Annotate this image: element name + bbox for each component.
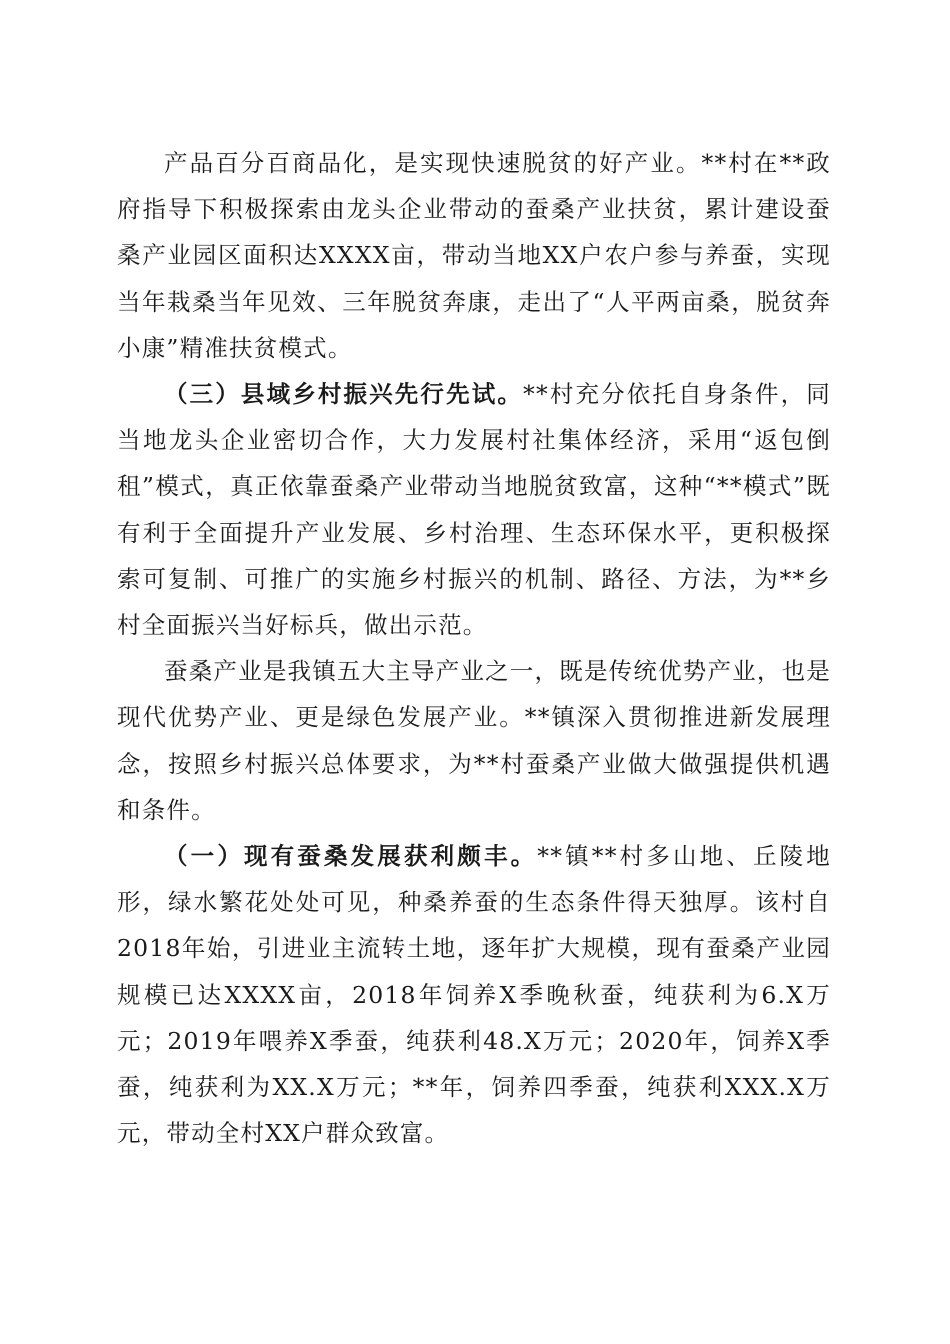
- paragraph-heading: （一）现有蚕桑发展获利颇丰。: [164, 842, 538, 871]
- paragraph-heading: （三）县域乡村振兴先行先试。: [164, 380, 524, 409]
- paragraph-text: **镇**村多山地、丘陵地形，绿水繁花处处可见，种桑养蚕的生态条件得天独厚。该村自2018年始，引进业主流转土地，逐年扩大规模，现有蚕桑产业园规模已达XXXX亩，2018年饲养X季晚秋蚕，纯获利为6.X万元；2019年喂养X季蚕，纯获利48.X万元；2020年，饲养X季蚕，纯获利为XX.X万元；**年，饲养四季蚕，纯获利XXX.X万元，带动全村XX户群众致富。: [117, 842, 831, 1148]
- paragraph-text: 产品百分百商品化，是实现快速脱贫的好产业。**村在**政府指导下积极探索由龙头企业带动的蚕桑产业扶贫，累计建设蚕桑产业园区面积达XXXX亩，带动当地XX户农户参与养蚕，实现当年栽桑当年见效、三年脱贫奔康，走出了“人平两亩桑，脱贫奔小康”精准扶贫模式。: [117, 149, 831, 362]
- paragraph-rural-revitalization-pilot: [117, 371, 831, 648]
- paragraph-existing-profits: [117, 833, 831, 1156]
- paragraph-leading-industry: [117, 648, 831, 833]
- document-body: [117, 140, 831, 1156]
- paragraph-text: **村充分依托自身条件，同当地龙头企业密切合作，大力发展村社集体经济，采用“返包倒租”模式，真正依靠蚕桑产业带动当地脱贫致富，这种“**模式”既有利于全面提升产业发展、乡村治理、生态环保水平，更积极探索可复制、可推广的实施乡村振兴的机制、路径、方法，为**乡村全面振兴当好标兵，做出示范。: [117, 380, 831, 640]
- paragraph-text: 蚕桑产业是我镇五大主导产业之一，既是传统优势产业，也是现代优势产业、更是绿色发展产业。**镇深入贯彻推进新发展理念，按照乡村振兴总体要求，为**村蚕桑产业做大做强提供机遇和条件。: [117, 657, 831, 824]
- paragraph-silk-industry-poverty: [117, 140, 831, 371]
